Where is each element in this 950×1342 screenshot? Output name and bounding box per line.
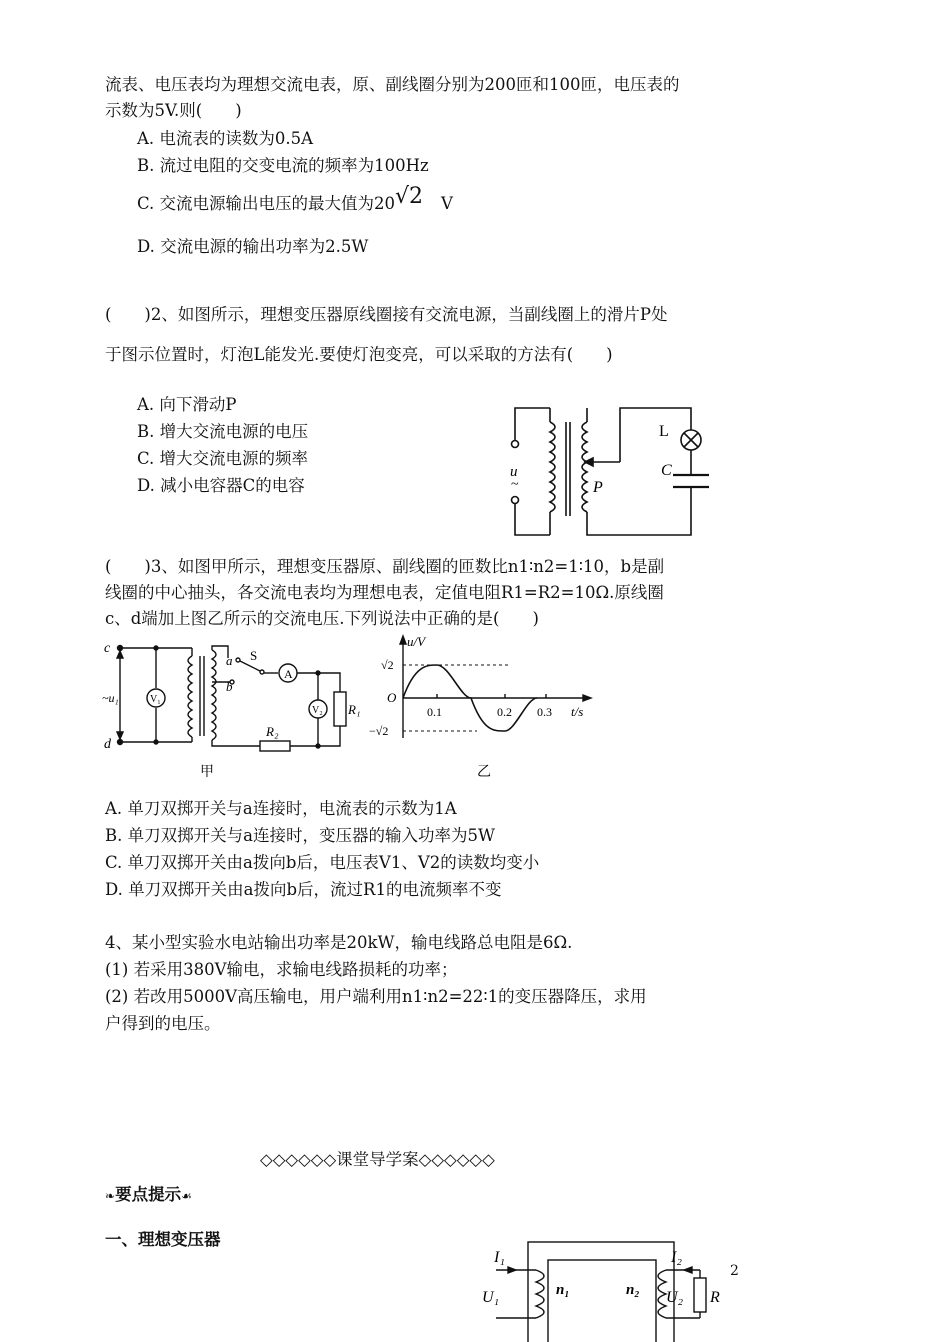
q3-fig-v2: V₂	[312, 705, 323, 716]
q3-graph-tick-1: 0.1	[427, 705, 442, 719]
q1-option-d: D. 交流电源的输出功率为2.5W	[137, 237, 369, 256]
q1-option-c-sqrt: √2	[395, 184, 424, 209]
q3-fig-r1: R₁	[348, 702, 361, 717]
leaf-left-icon: ❧	[105, 1189, 116, 1203]
page-number: 2	[730, 1263, 739, 1279]
q2-option-c: C. 增大交流电源的频率	[137, 449, 309, 468]
key-points-heading	[105, 1184, 192, 1207]
q3-graph-ylabel: u/V	[407, 634, 426, 649]
section-banner: ◇◇◇◇◇◇课堂导学案◇◇◇◇◇◇	[260, 1150, 495, 1169]
q3-graph-tick-2: 0.2	[497, 705, 512, 719]
q1-option-b: B. 流过电阻的交变电流的频率为100Hz	[137, 156, 429, 175]
q2-fig-c: C	[661, 462, 672, 479]
q1-line1: 流表、电压表均为理想交流电表，原、副线圈分别为200匝和100匝，电压表的	[105, 75, 680, 94]
q1-option-c-text: C. 交流电源输出电压的最大值为20	[137, 194, 396, 213]
q3-fig-u1: ~u₁	[102, 691, 119, 705]
q3-fig-r2: R₂	[266, 724, 279, 739]
q3-graph-origin: O	[387, 690, 397, 705]
q3-fig-d: d	[104, 737, 111, 752]
q2-line1: ( )2、如图所示，理想变压器原线圈接有交流电源，当副线圈上的滑片P处	[105, 305, 668, 324]
heading-ideal-transformer: 一、理想变压器	[105, 1230, 221, 1249]
q3-fig-a: a	[226, 653, 233, 668]
q3-graph-ymin: −√2	[369, 724, 389, 738]
q3-fig-ammeter: A	[284, 667, 293, 681]
q1-option-c	[137, 184, 453, 215]
q3-fig-c: c	[104, 641, 111, 656]
q3-option-a: A. 单刀双掷开关与a连接时，电流表的示数为1A	[105, 799, 457, 818]
q3-graph-tick-3: 0.3	[537, 705, 552, 719]
q2-fig-p: P	[593, 479, 603, 496]
q4-line3: (2) 若改用5000V高压输电，用户端利用n1∶n2=22∶1的变压器降压，求用	[105, 987, 647, 1006]
q3-fig-v1: V₁	[150, 694, 161, 705]
q3-fig-b: b	[226, 679, 233, 694]
q3-fig-caption-yi: 乙	[477, 765, 491, 780]
q2-transformer-figure	[505, 400, 705, 540]
q4-line4: 户得到的电压。	[105, 1014, 221, 1033]
q1-option-a: A. 电流表的读数为0.5A	[137, 129, 314, 148]
q1-line2: 示数为5V.则( )	[105, 101, 242, 120]
q3-fig-s: S	[250, 648, 258, 663]
q3-graph-figure-yi	[365, 634, 595, 786]
fig-r: R	[710, 1289, 720, 1306]
q2-option-d: D. 减小电容器C的电容	[137, 476, 305, 495]
fig-n1: n₁	[556, 1282, 570, 1298]
q3-graph-xlabel: t/s	[571, 704, 584, 719]
key-points-label: 要点提示	[115, 1185, 182, 1204]
q1-option-c-unit: V	[441, 194, 453, 213]
q3-option-b: B. 单刀双掷开关与a连接时，变压器的输入功率为5W	[105, 826, 495, 845]
fig-n2: n₂	[626, 1282, 640, 1298]
q2-fig-tilde: ~	[511, 477, 519, 492]
q4-line2: (1) 若采用380V输电，求输电线路损耗的功率；	[105, 960, 458, 979]
q3-line3: c、d端加上图乙所示的交流电压.下列说法中正确的是( )	[105, 609, 539, 628]
q3-circuit-figure-jia	[100, 636, 370, 786]
q2-option-a: A. 向下滑动P	[137, 395, 237, 414]
q3-option-d: D. 单刀双掷开关由a拨向b后，流过R1的电流频率不变	[105, 880, 502, 899]
q3-graph-ymax: √2	[381, 658, 394, 672]
q2-fig-l: L	[659, 423, 669, 440]
q3-option-c: C. 单刀双掷开关由a拨向b后，电压表V1、V2的读数均变小	[105, 853, 540, 872]
fig-u2: U₂	[666, 1289, 684, 1306]
fig-i1: I₁	[494, 1249, 505, 1266]
q3-line1: ( )3、如图甲所示，理想变压器原、副线圈的匝数比n1∶n2=1∶10，b是副	[105, 557, 665, 576]
q2-option-b: B. 增大交流电源的电压	[137, 422, 309, 441]
fig-u1: U₁	[482, 1289, 500, 1306]
q3-line2: 线圈的中心抽头，各交流电表均为理想电表，定值电阻R1=R2=10Ω.原线圈	[105, 583, 664, 602]
q3-fig-caption-jia: 甲	[200, 765, 214, 780]
q2-line2: 于图示位置时，灯泡L能发光.要使灯泡变亮，可以采取的方法有( )	[105, 345, 613, 364]
q4-line1: 4、某小型实验水电站输出功率是20kW，输电线路总电阻是6Ω.	[105, 933, 573, 952]
fig-i2: I₂	[671, 1249, 682, 1266]
ideal-transformer-figure	[478, 1238, 738, 1342]
q2-fig-u: u	[510, 464, 518, 480]
leaf-right-icon: ☙	[181, 1189, 192, 1203]
